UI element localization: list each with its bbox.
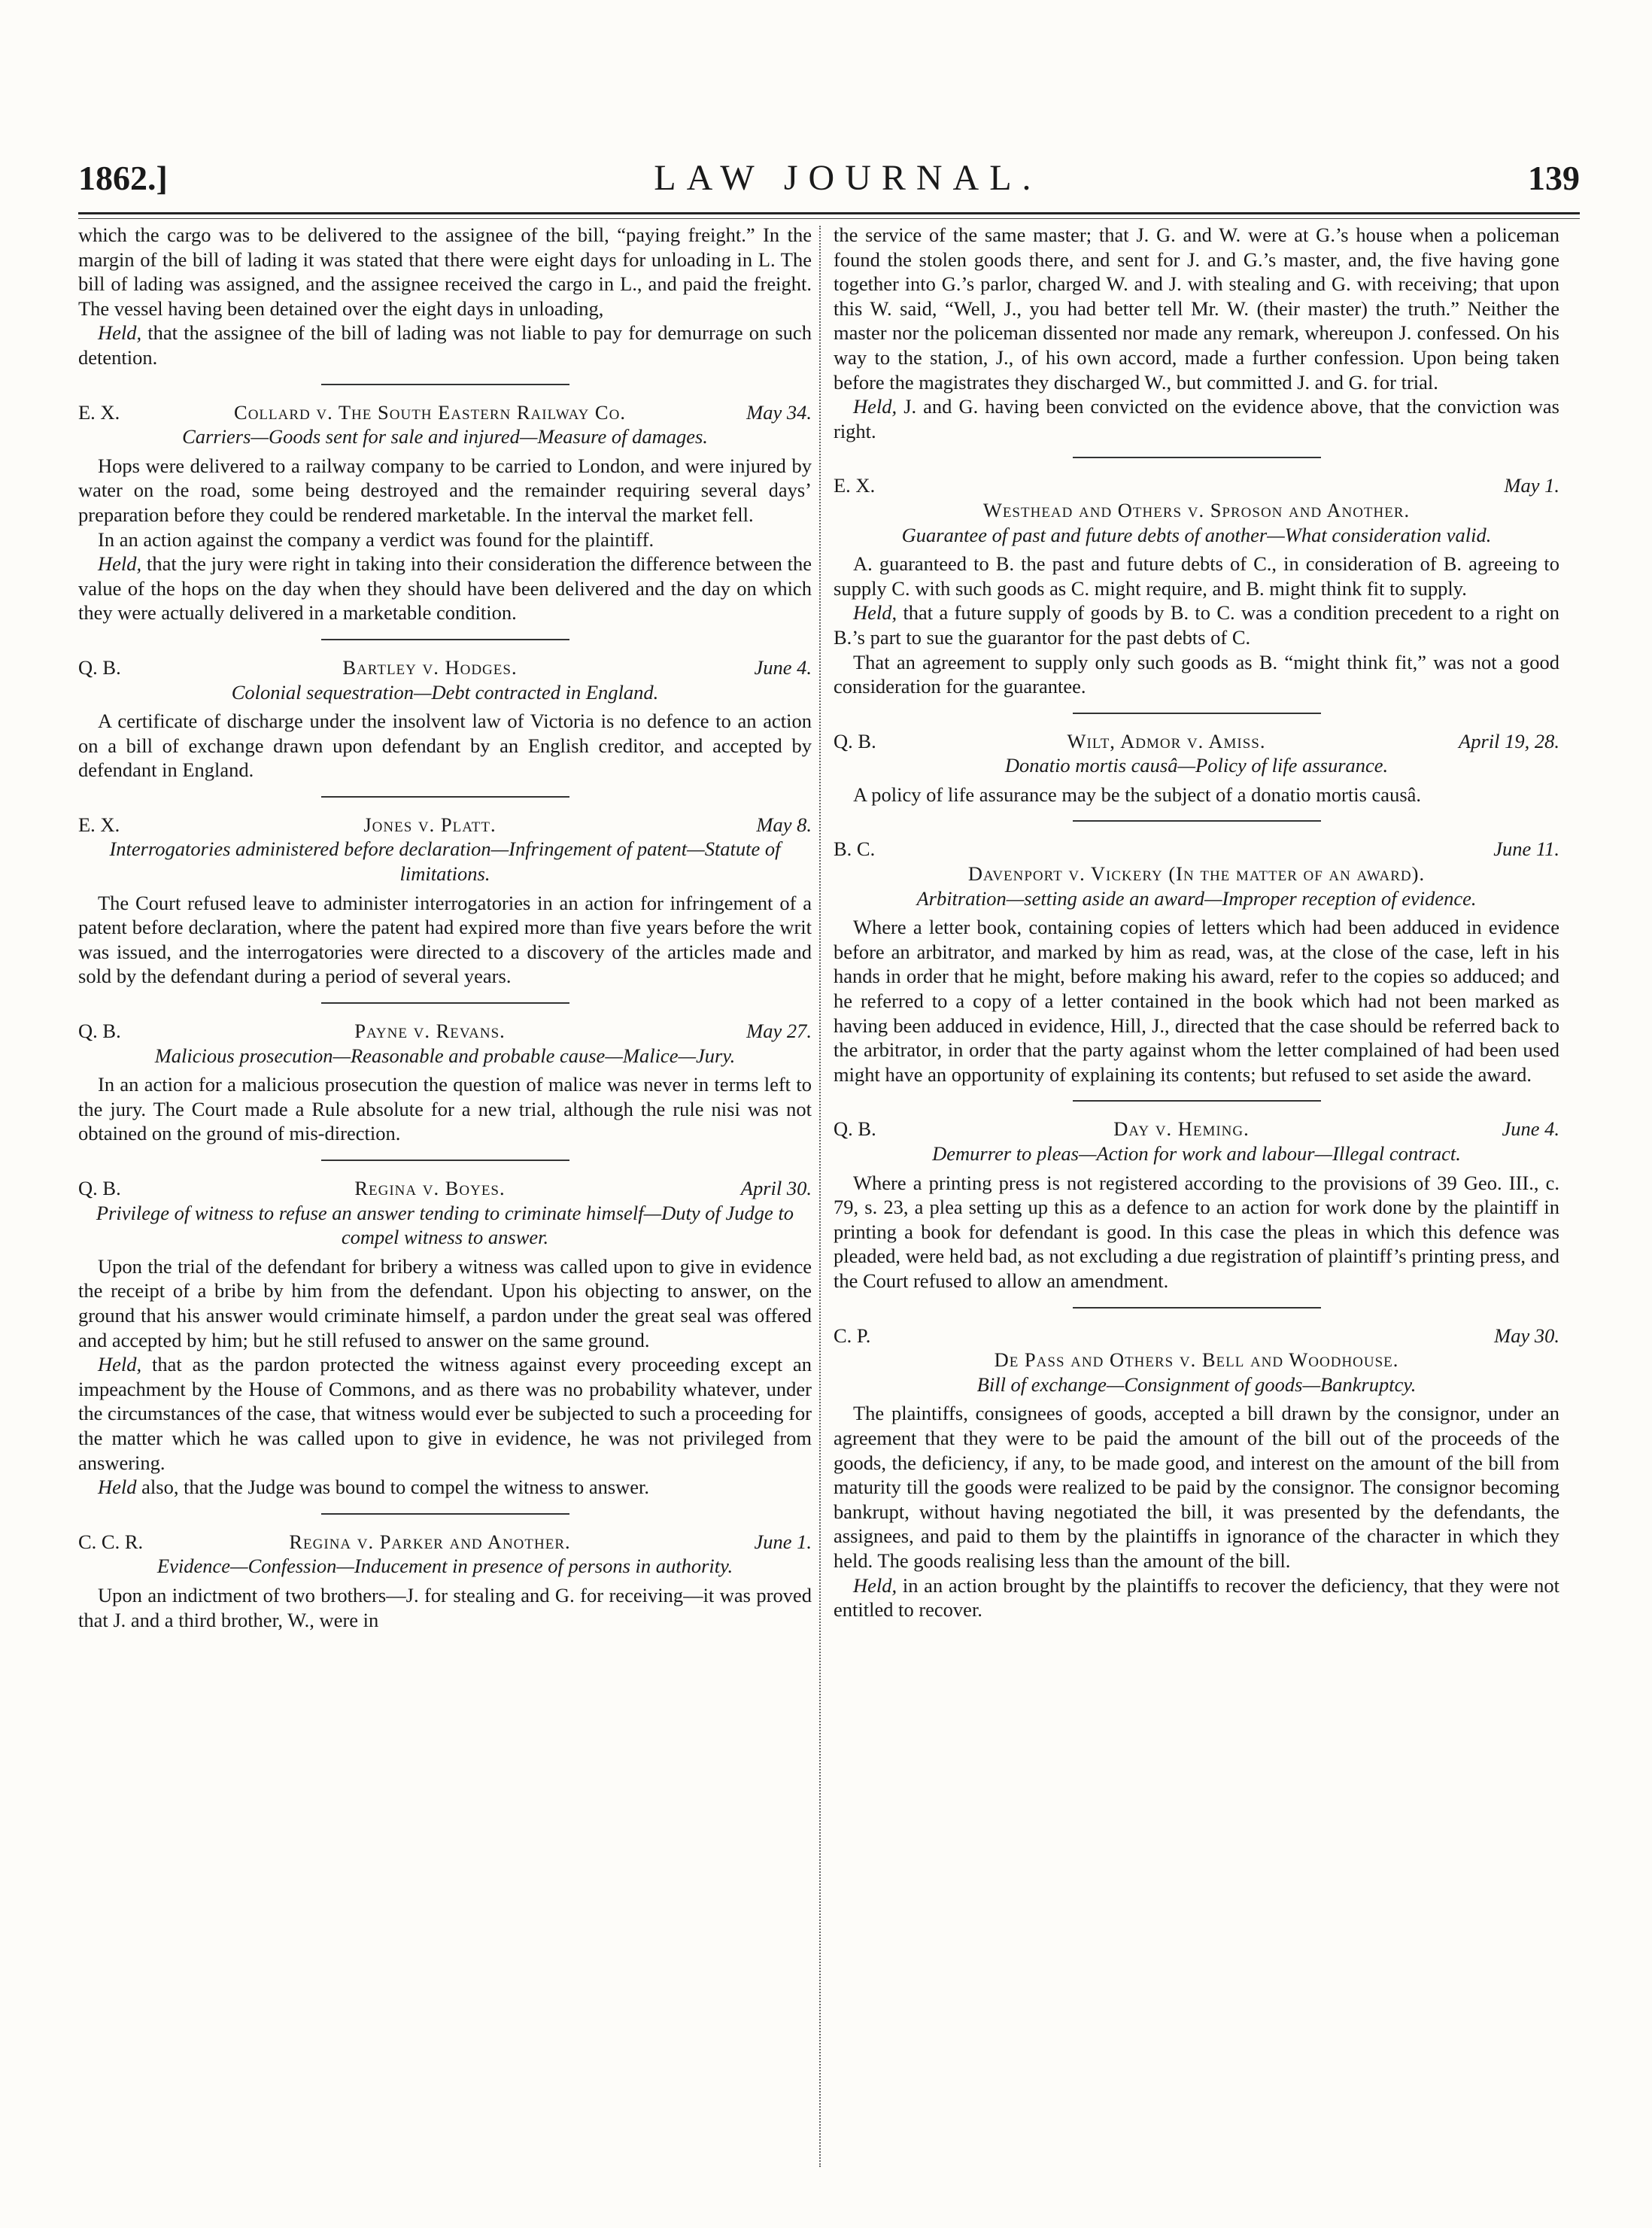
case-name: Jones v. Platt. xyxy=(363,813,497,836)
case-holding xyxy=(834,600,1559,649)
case-date: June 4. xyxy=(1502,1117,1559,1141)
journal-title: LAW JOURNAL. xyxy=(654,157,1042,198)
page-number: 139 xyxy=(1527,158,1580,197)
case-heading xyxy=(834,1117,1559,1141)
held-label: Held, xyxy=(853,395,897,418)
case-davenport xyxy=(834,837,1559,1087)
header-rule-thin xyxy=(78,218,1580,219)
case-name: Wilt, Admor v. Amiss. xyxy=(1067,729,1266,752)
case-heading xyxy=(78,400,812,425)
case-text: Upon an indictment of two brothers—J. for stealing and G. for receiving—it was proved that J. and a third brother, W., were in xyxy=(78,1583,812,1631)
section-rule xyxy=(1073,457,1321,458)
header-rule xyxy=(78,212,1580,214)
case-subject: Colonial sequestration—Debt contracted in England. xyxy=(231,680,659,704)
court-label: Q. B. xyxy=(78,655,121,679)
case-name: Regina v. Parker and Another. xyxy=(289,1530,571,1553)
section-rule xyxy=(1073,1307,1321,1309)
case-subject: Interrogatories administered before declaration—Infringement of patent—Statute of limitations. xyxy=(109,837,781,886)
case-holding xyxy=(834,394,1559,443)
court-label: Q. B. xyxy=(78,1020,121,1043)
case-subject: Arbitration—setting aside an award—Improper reception of evidence. xyxy=(916,886,1477,910)
section-rule xyxy=(1073,1100,1321,1102)
case-heading xyxy=(78,655,812,680)
case-bartley xyxy=(78,655,812,783)
section-rule xyxy=(321,1513,569,1515)
case-text: That an agreement to supply only such goods as B. “might think fit,” was not a good consideration for the guarantee. xyxy=(834,650,1559,698)
case-name: Westhead and Others v. Sproson and Another. xyxy=(982,498,1411,521)
case-date: May 34. xyxy=(746,400,812,424)
case-name: Bartley v. Hodges. xyxy=(342,655,518,679)
court-label: Q. B. xyxy=(78,1177,121,1199)
case-text: which the cargo was to be delivered to the assignee of the bill, “paying freight.” In the margin of the bill of lading it was stated that there were eight days for unloading in L. The bill of lading was assigned, and the assignee received the cargo in L., and paid the freight. The vessel having been detained over the eight days in unloading, xyxy=(78,223,812,320)
case-name: Payne v. Revans. xyxy=(354,1020,506,1043)
held-label: Held xyxy=(98,1476,137,1499)
right-column xyxy=(834,223,1559,1622)
case-text: Hops were delivered to a railway company to be carried to London, and were injured by water on the road, some being destroyed and the remainder requiring several days’ preparation before they could be rendered marketable. In the interval the market fell. xyxy=(78,454,812,526)
case-date: June 11. xyxy=(1493,837,1559,861)
case-parker xyxy=(78,1530,812,1632)
case-date: April 19, 28. xyxy=(1459,729,1559,752)
case-heading xyxy=(834,473,1559,498)
case-text: Upon the trial of the defendant for bribery a witness was called upon to give in evidence the receipt of a bribe by him from the defendant. Upon his objecting to answer, on the ground that his answer would criminate himself, a pardon under the great seal was offered and accepted by him; but he still refused to answer on the same ground. xyxy=(78,1254,812,1351)
case-text: A certificate of discharge under the insolvent law of Victoria is no defence to an action on a bill of exchange drawn upon defendant by an English creditor, and accepted by defendant in England. xyxy=(78,710,812,782)
case-heading xyxy=(78,1530,812,1555)
case-subject: Guarantee of past and future debts of another—What consideration valid. xyxy=(901,523,1492,546)
case-collard xyxy=(78,400,812,625)
case-date: April 30. xyxy=(740,1177,812,1199)
case-date: May 1. xyxy=(1504,474,1559,497)
case-date: June 4. xyxy=(754,655,812,679)
case-day xyxy=(834,1117,1559,1293)
case-holding xyxy=(834,1573,1559,1622)
case-wilt xyxy=(834,729,1559,807)
case-heading xyxy=(78,813,812,837)
case-heading xyxy=(78,1176,812,1201)
case-text: A policy of life assurance may be the subject of a donatio mortis causâ. xyxy=(853,783,1422,806)
held-text: J. and G. having been convicted on the evidence above, that the conviction was right. xyxy=(834,395,1559,442)
section-rule xyxy=(1073,820,1321,822)
court-label: B. C. xyxy=(834,837,876,861)
case-holding xyxy=(78,552,812,625)
case-date: May 30. xyxy=(1494,1324,1559,1347)
case-heading xyxy=(834,1324,1559,1348)
held-text: that as the pardon protected the witness against every proceeding except an impeachment by the House of Commons, and as there was no probability whatever, under the circumstances of the case, that witness would ever be subjected to such a proceeding for the matter which he was called upon to give in evidence, he was not privileged from answering. xyxy=(78,1353,812,1474)
case-payne xyxy=(78,1019,812,1146)
case-boyes xyxy=(78,1176,812,1500)
section-rule xyxy=(321,639,569,640)
held-label: Held, xyxy=(853,1573,897,1597)
case-text: The plaintiffs, consignees of goods, accepted a bill drawn by the consignor, under an agreement that they were to be paid the amount of the bill out of the proceeds of the goods, the deficiency, if any, to be made good, and interest on the amount of the bill from maturity till the goods were realized to be paid by the consignor. The consignor becoming bankrupt, without having negotiated the bill, it was presented by the defendants, the assignees, and paid to them by the plaintiffs in ignorance of the character in which they held. The goods realising less than the amount of the bill. xyxy=(834,1402,1559,1572)
case-westhead xyxy=(834,473,1559,698)
case-heading xyxy=(834,837,1559,862)
case-name: Regina v. Boyes. xyxy=(354,1177,506,1199)
held-text: that the jury were right in taking into their consideration the difference between the value of the hops on the day when they should have been delivered and the day on which they were actually delivered in a marketable condition. xyxy=(78,552,812,625)
case-text: Where a letter book, containing copies of letters which had been adduced in evidence before an arbitrator, and marked by him as read, was, at the close of the case, left in his hands in order that he might, before making his award, refer to the copies so adduced; and he referred to a copy of a letter contained in the book which had not been marked as having been adduced in evidence, Hill, J., directed that the case should be referred back to the arbitrator, in order that the party against whom the letter complained of had been used might have an opportunity of explaining its contents; but refused to set aside the award. xyxy=(834,916,1559,1086)
court-label: E. X. xyxy=(834,474,876,497)
court-label: C. P. xyxy=(834,1324,871,1347)
section-rule xyxy=(321,1160,569,1161)
case-text: the service of the same master; that J. G. and W. were at G.’s house when a policeman found the stolen goods there, and sent for J. and G.’s master, and, the five having gone together into G.’s parlor, charged W. and J. with stealing and G. with receiving; that upon this W. said, “Well, J., you had better tell Mr. W. (their master) the truth.” Neither the master nor the policeman dissented nor made any remark, whereupon J. confessed. On his way to the station, J., of his own accord, made a further confession. Upon being taken before the magistrates they discharged W., but committed J. and G. for trial. xyxy=(834,223,1559,394)
case-name: Day v. Heming. xyxy=(1113,1117,1250,1141)
case-heading xyxy=(834,729,1559,754)
case-text: Where a printing press is not registered according to the provisions of 39 Geo. III., c. 79, s. 23, a plea setting up this as a defence to an action for work done by the plaintiff in printing a book for defendant is good. In this case the pleas in which this defence was pleaded, were held bad, as not excluding a due registration of plaintiff’s printing press, and the Court refused to allow an amendment. xyxy=(834,1171,1559,1292)
case-date: May 27. xyxy=(746,1020,812,1043)
case-subject: Bill of exchange—Consignment of goods—Bankruptcy. xyxy=(976,1372,1417,1396)
held-text: that a future supply of goods by B. to C. was a condition precedent to a right on B.’s part to sue the guarantor for the past debts of C. xyxy=(834,601,1559,649)
case-heading xyxy=(78,1019,812,1044)
column-divider xyxy=(819,226,821,2167)
case-name: Davenport v. Vickery (In the matter of an award). xyxy=(967,862,1426,886)
held-label: Held, xyxy=(98,321,142,345)
court-label: C. C. R. xyxy=(78,1530,144,1553)
held-label: Held, xyxy=(98,552,142,576)
section-rule xyxy=(321,1002,569,1004)
court-label: Q. B. xyxy=(834,1117,876,1141)
case-holding xyxy=(78,321,812,369)
section-rule xyxy=(1073,713,1321,714)
court-label: Q. B. xyxy=(834,729,876,752)
case-date: June 1. xyxy=(754,1530,812,1553)
held-text: also, that the Judge was bound to compel the witness to answer. xyxy=(141,1476,650,1499)
held-text: in an action brought by the plaintiffs to recover the deficiency, that they were not entitled to recover. xyxy=(834,1573,1560,1622)
court-label: E. X. xyxy=(78,813,120,836)
case-text: In an action for a malicious prosecution the question of malice was never in terms left to the jury. The Court made a Rule absolute for a new trial, although the rule nisi was not obtained on the ground of mis-direction. xyxy=(78,1073,812,1145)
case-name: De Pass and Others v. Bell and Woodhouse. xyxy=(994,1348,1399,1372)
held-label: Held, xyxy=(853,601,897,625)
section-rule xyxy=(321,796,569,798)
case-holding xyxy=(78,1352,812,1475)
case-subject: Malicious prosecution—Reasonable and probable cause—Malice—Jury. xyxy=(154,1044,736,1067)
case-date: May 8. xyxy=(756,813,812,836)
held-label: Held, xyxy=(98,1353,142,1376)
case-subject: Carriers—Goods sent for sale and injured—Measure of damages. xyxy=(182,425,708,448)
case-name: Collard v. The South Eastern Railway Co. xyxy=(234,400,626,424)
held-text: that the assignee of the bill of lading was not liable to pay for demurrage on such detention. xyxy=(78,321,812,369)
page-header xyxy=(78,147,1580,208)
case-subject: Evidence—Confession—Inducement in presence of persons in authority. xyxy=(156,1555,733,1578)
section-rule xyxy=(321,384,569,385)
case-jones xyxy=(78,813,812,989)
case-subject: Donatio mortis causâ—Policy of life assurance. xyxy=(1004,754,1389,777)
case-depass xyxy=(834,1324,1559,1622)
case-continuation-right xyxy=(834,223,1559,443)
case-text: The Court refused leave to administer interrogatories in an action for infringement of a patent before declaration, where the patent had expired more than five years before the writ was issued, and the interrogatories were directed to a discovery of the articles made and sold by the defendant during a period of several years. xyxy=(78,891,812,988)
court-label: E. X. xyxy=(78,400,120,424)
case-text: A. guaranteed to B. the past and future debts of C., in consideration of B. agreeing to supply C. with such goods as C. might require, and B. might think fit to supply. xyxy=(834,552,1559,600)
case-subject: Privilege of witness to refuse an answer tending to criminate himself—Duty of Judge to compel witness to answer. xyxy=(96,1201,794,1249)
header-year: 1862.] xyxy=(78,158,168,197)
case-subject: Demurrer to pleas—Action for work and labour—Illegal contract. xyxy=(932,1142,1461,1165)
case-continuation-left xyxy=(78,223,812,370)
left-column xyxy=(78,223,812,1632)
case-holding xyxy=(78,1475,812,1500)
case-text: In an action against the company a verdict was found for the plaintiff. xyxy=(98,527,654,551)
